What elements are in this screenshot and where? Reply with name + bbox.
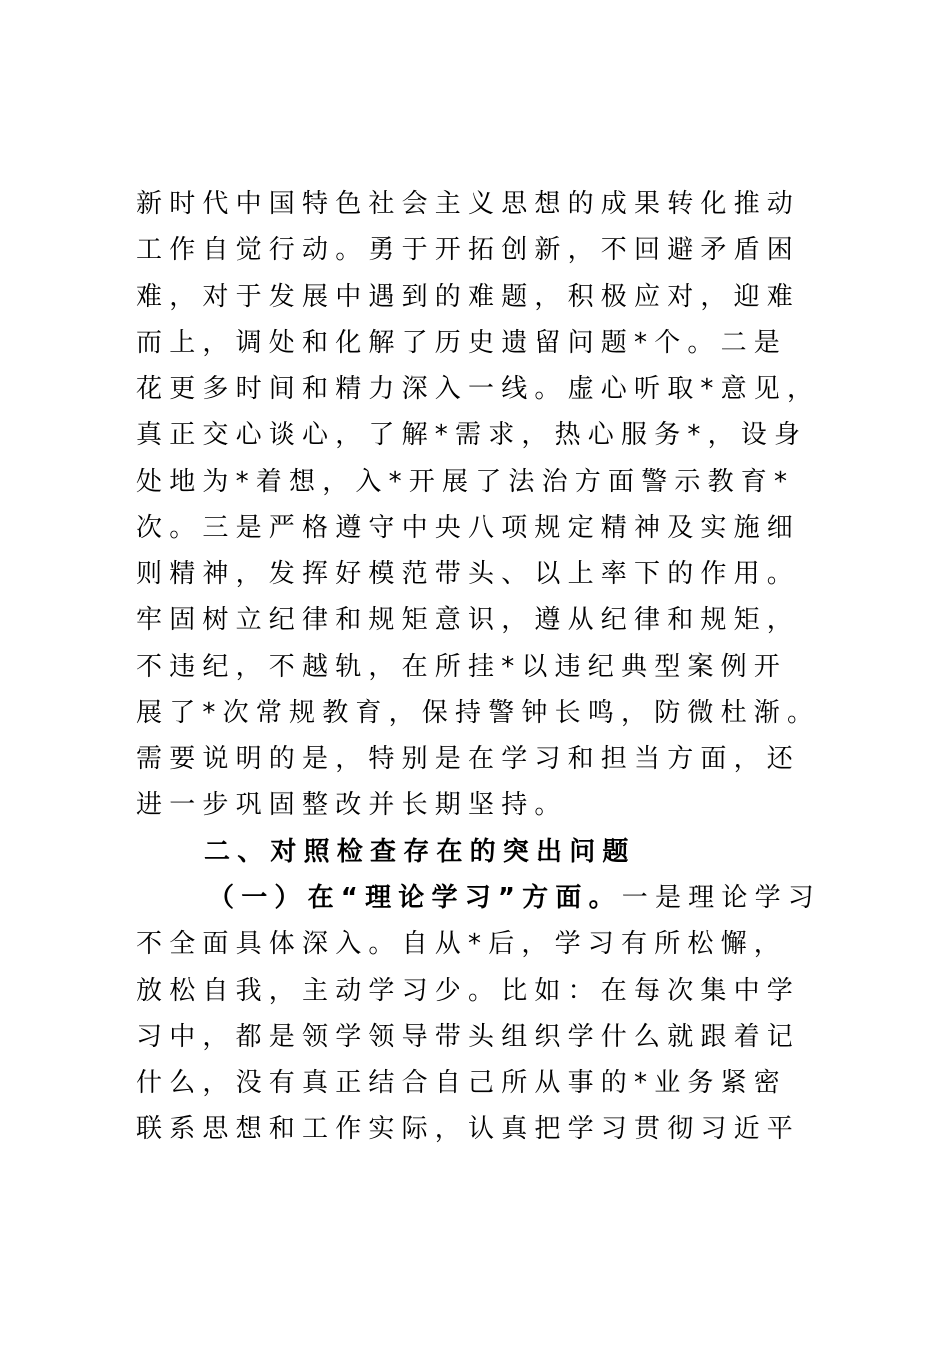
body-line: 联系思想和工作实际，认真把学习贯彻习近平 — [136, 1114, 801, 1144]
body-line: 次。三是严格遵守中央八项规定精神及实施细 — [136, 513, 801, 543]
body-line: 需要说明的是，特别是在学习和担当方面，还 — [136, 744, 801, 774]
subsection-text: 一是理论学习 — [621, 883, 821, 913]
body-line: 展了*次常规教育，保持警钟长鸣，防微杜渐。 — [136, 698, 821, 728]
body-line: 进一步巩固整改并长期坚持。 — [136, 790, 568, 820]
body-line: 则精神，发挥好模范带头、以上率下的作用。 — [136, 559, 801, 589]
body-line: 习中，都是领学领导带头组织学什么就跟着记 — [136, 1022, 801, 1052]
body-line: 放松自我，主动学习少。比如：在每次集中学 — [136, 976, 801, 1006]
subsection-title: （一）在“理论学习”方面。 — [208, 883, 622, 913]
body-line: 而上，调处和化解了历史遗留问题*个。二是 — [136, 328, 788, 358]
body-line: 不全面具体深入。自从*后，学习有所松懈， — [136, 929, 788, 959]
body-line: 花更多时间和精力深入一线。虚心听取*意见， — [136, 374, 821, 404]
body-line: 不违纪，不越轨，在所挂*以违纪典型案例开 — [136, 652, 788, 682]
body-line: 牢固树立纪律和规矩意识，遵从纪律和规矩， — [136, 605, 801, 635]
body-line: 真正交心谈心，了解*需求，热心服务*，设身 — [136, 420, 808, 450]
body-line: 新时代中国特色社会主义思想的成果转化推动 — [136, 189, 801, 219]
body-line: 处地为*着想，入*开展了法治方面警示教育* — [136, 467, 795, 497]
body-line: 什么，没有真正结合自己所从事的*业务紧密 — [136, 1068, 788, 1098]
subsection-line — [208, 878, 821, 918]
body-line: 难，对于发展中遇到的难题，积极应对，迎难 — [136, 282, 801, 312]
body-line: 工作自觉行动。勇于开拓创新，不回避矛盾困 — [136, 235, 801, 265]
section-heading: 二、对照检查存在的突出问题 — [204, 837, 636, 867]
